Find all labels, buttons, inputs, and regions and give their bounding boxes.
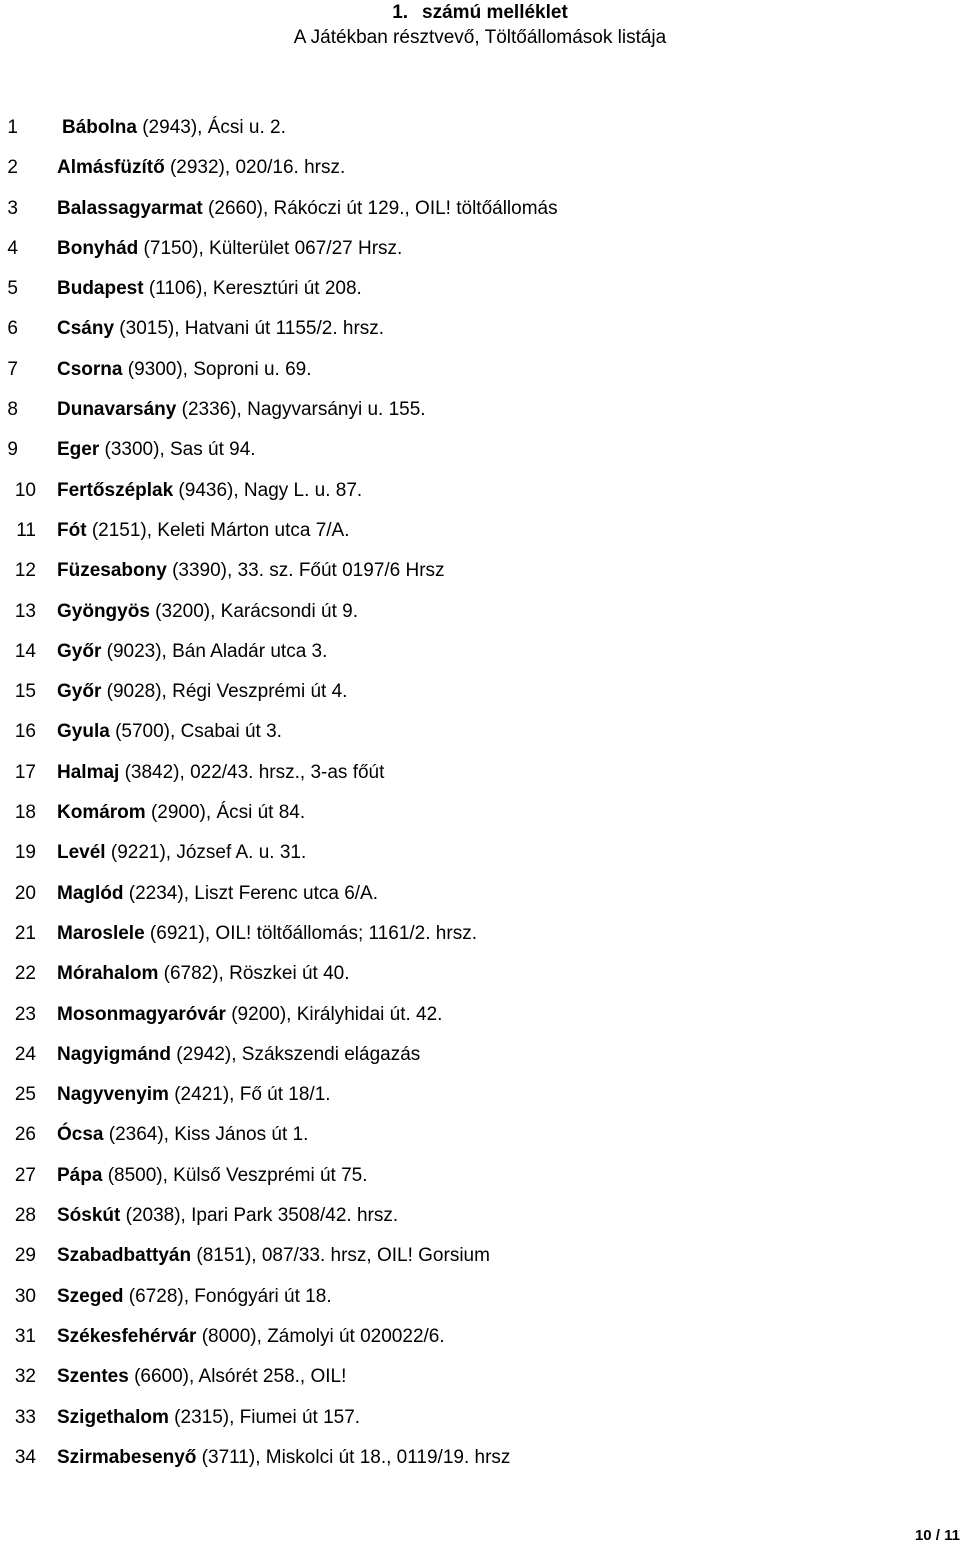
station-city: Szirmabesenyő — [57, 1446, 197, 1468]
station-index: 3 — [7, 197, 18, 219]
station-address: (9436), Nagy L. u. 87. — [173, 479, 363, 501]
station-address: (2900), Ácsi út 84. — [145, 802, 306, 824]
station-row — [0, 1041, 960, 1081]
station-entry — [57, 477, 362, 505]
station-city: Bonyhád — [57, 237, 139, 259]
station-index: 18 — [14, 802, 36, 824]
station-row — [0, 638, 960, 678]
station-address: (2315), Fiumei út 157. — [168, 1406, 361, 1428]
station-row — [0, 1242, 960, 1282]
station-row — [0, 356, 960, 396]
station-city: Maroslele — [57, 922, 145, 944]
station-row — [0, 517, 960, 557]
station-index: 27 — [14, 1164, 36, 1186]
station-city: Nagyigmánd — [57, 1043, 172, 1065]
station-row — [0, 880, 960, 920]
station-row — [0, 235, 960, 275]
station-row — [0, 436, 960, 476]
station-entry — [57, 1001, 442, 1029]
appendix-subtitle: A Játékban résztvevő, Töltőállomások listája — [293, 27, 667, 48]
station-entry — [57, 598, 358, 626]
station-row — [0, 920, 960, 960]
station-index: 17 — [14, 761, 36, 783]
station-row — [0, 154, 960, 194]
station-address: (6600), Alsórét 258., OIL! — [128, 1366, 347, 1388]
station-address: (2364), Kiss János út 1. — [103, 1124, 309, 1146]
station-index: 5 — [7, 278, 18, 300]
station-entry — [57, 1242, 490, 1270]
station-address: (7150), Külterület 067/27 Hrsz. — [138, 237, 403, 259]
station-entry — [57, 759, 384, 787]
station-entry — [57, 517, 350, 545]
station-city: Csorna — [57, 358, 123, 380]
station-row — [0, 1001, 960, 1041]
station-index: 29 — [14, 1245, 36, 1267]
station-index: 16 — [14, 721, 36, 743]
station-address: (2932), 020/16. hrsz. — [164, 157, 346, 179]
station-index: 26 — [14, 1124, 36, 1146]
station-index: 31 — [14, 1325, 36, 1347]
station-row — [0, 759, 960, 799]
station-entry — [57, 275, 362, 303]
station-entry — [57, 315, 384, 343]
appendix-title-text: számú melléklet — [422, 2, 568, 23]
station-entry — [57, 1323, 445, 1351]
station-city: Székesfehérvár — [57, 1325, 197, 1347]
station-row — [0, 557, 960, 597]
station-address: (9028), Régi Veszprémi út 4. — [101, 681, 348, 703]
station-index: 6 — [7, 318, 18, 340]
station-city: Csány — [57, 318, 115, 340]
station-index: 24 — [14, 1043, 36, 1065]
station-index: 22 — [14, 963, 36, 985]
station-entry — [57, 638, 327, 666]
station-row — [0, 275, 960, 315]
station-city: Füzesabony — [57, 560, 167, 582]
station-address: (2038), Ipari Park 3508/42. hrsz. — [120, 1205, 399, 1227]
station-index: 11 — [16, 519, 36, 541]
station-city: Nagyvenyim — [57, 1084, 169, 1106]
station-city: Dunavarsány — [57, 399, 177, 421]
station-index: 1 — [7, 117, 18, 138]
station-address: (6921), OIL! töltőállomás; 1161/2. hrsz. — [144, 922, 477, 944]
station-row — [0, 839, 960, 879]
station-city: Szentes — [57, 1366, 129, 1388]
station-city: Szabadbattyán — [57, 1245, 192, 1267]
station-city: Sóskút — [57, 1205, 121, 1227]
station-index: 32 — [14, 1366, 36, 1388]
station-address: (5700), Csabai út 3. — [109, 721, 282, 743]
station-entry — [57, 436, 256, 464]
station-address: (2660), Rákóczi út 129., OIL! töltőállomás — [202, 197, 558, 219]
station-row — [0, 1283, 960, 1323]
station-city: Fót — [57, 519, 87, 541]
station-entry — [57, 880, 378, 908]
station-index: 25 — [14, 1084, 36, 1106]
station-row — [0, 114, 960, 154]
station-row — [0, 1363, 960, 1403]
station-row — [0, 1323, 960, 1363]
station-entry — [57, 1404, 360, 1432]
station-address: (8151), 087/33. hrsz, OIL! Gorsium — [191, 1245, 490, 1267]
station-address: (8000), Zámolyi út 020022/6. — [196, 1325, 445, 1347]
station-entry — [57, 678, 347, 706]
station-index: 33 — [14, 1406, 36, 1428]
station-row — [0, 477, 960, 517]
station-city: Mosonmagyaróvár — [57, 1003, 226, 1025]
station-address: (9300), Soproni u. 69. — [122, 358, 312, 380]
station-row — [0, 678, 960, 718]
station-row — [0, 960, 960, 1000]
station-city: Maglód — [57, 882, 124, 904]
station-index: 13 — [14, 600, 36, 622]
station-index: 7 — [7, 358, 18, 380]
station-entry — [57, 396, 426, 424]
station-row — [0, 1081, 960, 1121]
station-index: 21 — [14, 922, 36, 944]
station-entry — [57, 1162, 368, 1190]
station-entry — [57, 1444, 510, 1472]
station-entry — [57, 839, 306, 867]
station-entry — [62, 114, 286, 142]
station-city: Budapest — [57, 278, 144, 300]
station-address: (9023), Bán Aladár utca 3. — [101, 640, 328, 662]
station-city: Szeged — [57, 1285, 124, 1307]
station-address: (6782), Röszkei út 40. — [158, 963, 350, 985]
station-entry — [57, 195, 558, 223]
station-row — [0, 1444, 960, 1484]
station-address: (1106), Keresztúri út 208. — [143, 278, 362, 300]
station-city: Ócsa — [57, 1124, 104, 1146]
station-entry — [57, 920, 477, 948]
station-entry — [57, 1283, 332, 1311]
station-row — [0, 1202, 960, 1242]
station-row — [0, 315, 960, 355]
station-city: Eger — [57, 439, 100, 461]
station-address: (3390), 33. sz. Főút 0197/6 Hrsz — [166, 560, 445, 582]
station-index: 30 — [14, 1285, 36, 1307]
station-row — [0, 195, 960, 235]
station-index: 14 — [14, 640, 36, 662]
station-city: Balassagyarmat — [57, 197, 203, 219]
station-address: (3200), Karácsondi út 9. — [149, 600, 358, 622]
station-row — [0, 1121, 960, 1161]
station-row — [0, 799, 960, 839]
page-number: 10 / 11 — [914, 1527, 960, 1544]
station-city: Gyula — [57, 721, 110, 743]
station-index: 8 — [7, 399, 18, 421]
station-list — [0, 114, 960, 1484]
station-address: (6728), Fonógyári út 18. — [123, 1285, 332, 1307]
station-entry — [57, 1363, 346, 1391]
appendix-number: 1. — [392, 2, 409, 23]
station-city: Mórahalom — [57, 963, 159, 985]
station-index: 12 — [14, 560, 36, 582]
station-index: 23 — [14, 1003, 36, 1025]
station-address: (9221), József A. u. 31. — [105, 842, 307, 864]
station-address: (9200), Királyhidai út. 42. — [225, 1003, 443, 1025]
station-address: (2234), Liszt Ferenc utca 6/A. — [123, 882, 379, 904]
station-entry — [57, 1121, 308, 1149]
station-entry — [57, 154, 345, 182]
station-city: Szigethalom — [57, 1406, 169, 1428]
station-city: Fertőszéplak — [57, 479, 174, 501]
station-index: 19 — [14, 842, 36, 864]
station-entry — [57, 1081, 331, 1109]
station-entry — [57, 799, 305, 827]
station-entry — [57, 960, 350, 988]
station-index: 15 — [14, 681, 36, 703]
station-city: Levél — [57, 842, 106, 864]
station-entry — [57, 356, 312, 384]
station-address: (3015), Hatvani út 1155/2. hrsz. — [114, 318, 385, 340]
station-index: 9 — [7, 439, 18, 461]
station-city: Pápa — [57, 1164, 103, 1186]
station-index: 28 — [14, 1205, 36, 1227]
station-address: (2336), Nagyvarsányi u. 155. — [176, 399, 426, 421]
station-index: 2 — [7, 157, 18, 179]
station-index: 10 — [14, 479, 36, 501]
station-city: Győr — [57, 681, 102, 703]
station-city: Bábolna — [62, 117, 137, 138]
station-row — [0, 718, 960, 758]
station-index: 20 — [14, 882, 36, 904]
station-address: (2943), Ácsi u. 2. — [136, 117, 286, 138]
station-address: (2151), Keleti Márton utca 7/A. — [86, 519, 350, 541]
station-address: (3842), 022/43. hrsz., 3-as főút — [119, 761, 385, 783]
station-city: Almásfüzítő — [57, 157, 165, 179]
station-address: (8500), Külső Veszprémi út 75. — [102, 1164, 368, 1186]
appendix-title — [0, 2, 960, 24]
station-entry — [57, 1041, 420, 1069]
station-city: Komárom — [57, 802, 146, 824]
station-row — [0, 1162, 960, 1202]
station-entry — [57, 235, 402, 263]
station-row — [0, 598, 960, 638]
station-row — [0, 396, 960, 436]
station-address: (3711), Miskolci út 18., 0119/19. hrsz — [196, 1446, 511, 1468]
station-row — [0, 1404, 960, 1444]
station-city: Halmaj — [57, 761, 120, 783]
station-index: 34 — [14, 1446, 36, 1468]
station-entry — [57, 718, 282, 746]
station-index: 4 — [7, 237, 18, 259]
station-entry — [57, 1202, 398, 1230]
station-entry — [57, 557, 445, 585]
station-city: Gyöngyös — [57, 600, 150, 622]
station-address: (2942), Szákszendi elágazás — [171, 1043, 421, 1065]
station-address: (3300), Sas út 94. — [99, 439, 256, 461]
station-address: (2421), Fő út 18/1. — [168, 1084, 331, 1106]
station-city: Győr — [57, 640, 102, 662]
